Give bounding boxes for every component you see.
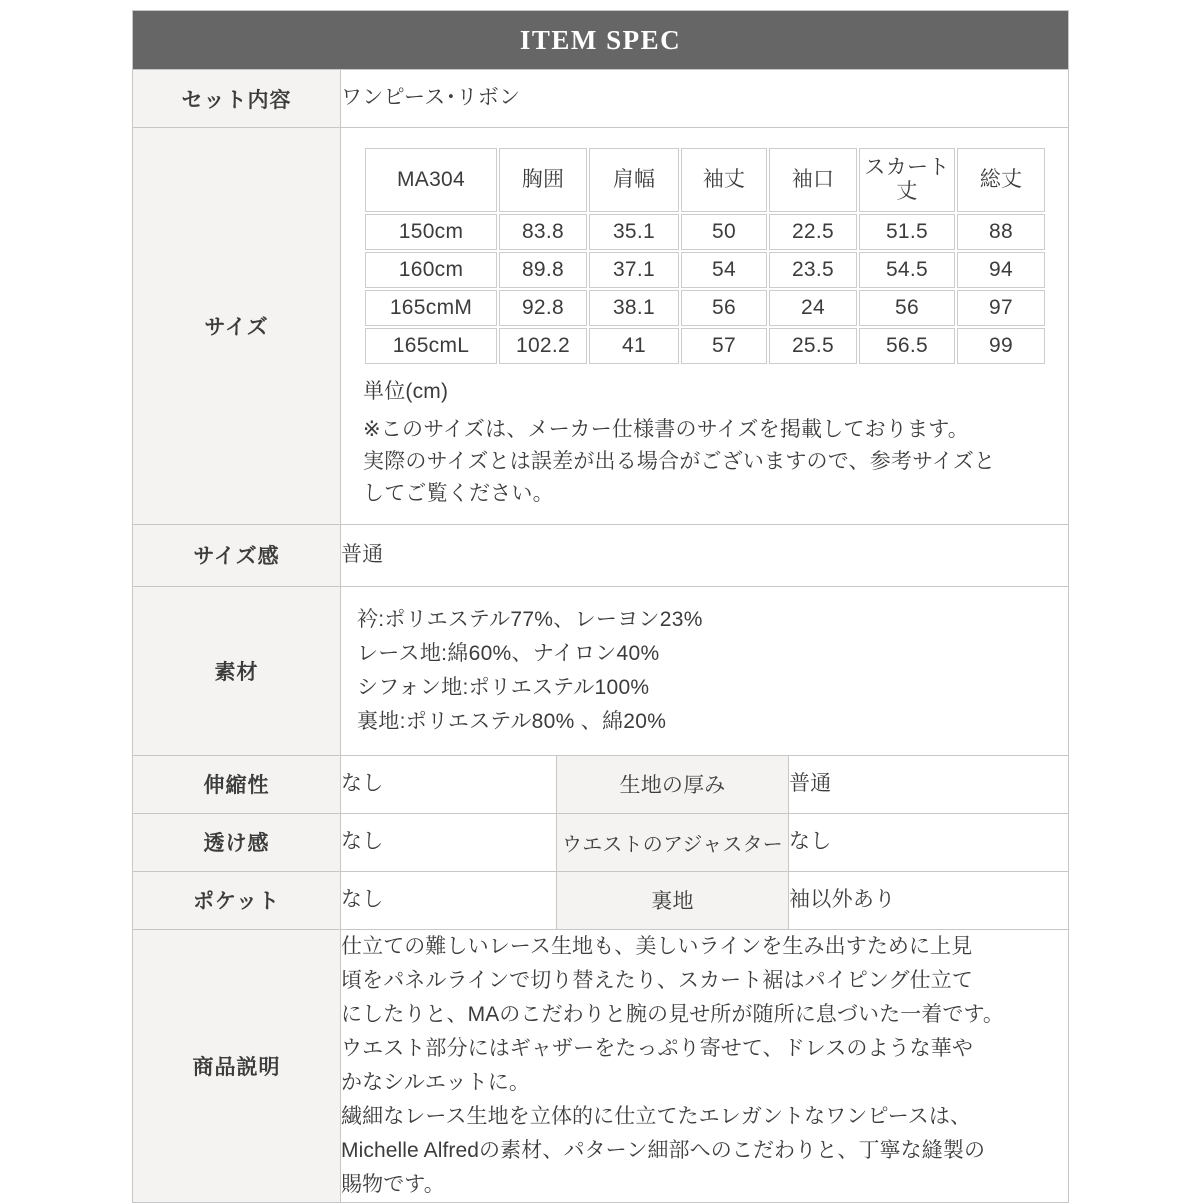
spec-header-row — [133, 11, 1069, 70]
row-value-size-feel: 普通 — [341, 524, 1069, 586]
size-col-header-shoulder: 肩幅 — [589, 148, 679, 212]
size-col-header-total-length: 総丈 — [957, 148, 1045, 212]
material-line: 衿:ポリエステル77%、レーヨン23% — [357, 607, 703, 631]
row-label-size: サイズ — [133, 128, 341, 525]
size-cell-size: 165cmM — [365, 290, 497, 326]
row-value-set-contents: ワンピース･リボン — [341, 70, 1069, 128]
size-cell-bust: 89.8 — [499, 252, 587, 288]
size-cell-total-length: 88 — [957, 214, 1045, 250]
size-cell-skirt-length: 51.5 — [859, 214, 955, 250]
description-line: 仕立ての難しいレース生地も、美しいラインを生み出すために上見 — [341, 934, 973, 958]
size-cell-total-length: 97 — [957, 290, 1045, 326]
size-cell-skirt-length: 56.5 — [859, 328, 955, 364]
row-label-stretch: 伸縮性 — [133, 755, 341, 813]
description-line: 頃をパネルラインで切り替えたり、スカート裾はパイピング仕立て — [341, 968, 973, 992]
size-cell-shoulder: 38.1 — [589, 290, 679, 326]
size-cell-sleeve-length: 54 — [681, 252, 767, 288]
row-value-stretch: なし — [341, 755, 557, 813]
row-value-sheerness: なし — [341, 813, 557, 871]
size-col-header-skirt-length: スカート丈 — [859, 148, 955, 212]
size-cell-size: 150cm — [365, 214, 497, 250]
row-label-waist-adjuster: ウエストのアジャスター — [557, 813, 789, 871]
size-cell-bust: 102.2 — [499, 328, 587, 364]
size-cell-sleeve-length: 50 — [681, 214, 767, 250]
size-cell-total-length: 99 — [957, 328, 1045, 364]
material-line: 裏地:ポリエステル80% 、綿20% — [357, 709, 667, 733]
size-col-header-sleeve-length: 袖丈 — [681, 148, 767, 212]
size-cell-total-length: 94 — [957, 252, 1045, 288]
size-note-line: ※このサイズは、メーカー仕様書のサイズを掲載しております。 — [363, 417, 969, 441]
size-block — [341, 128, 1068, 524]
description-line: 賜物です。 — [341, 1172, 445, 1196]
row-label-pocket: ポケット — [133, 871, 341, 929]
size-notes — [363, 376, 1068, 510]
table-row-stretch — [133, 755, 1069, 813]
size-cell-cuff: 23.5 — [769, 252, 857, 288]
size-cell-bust: 83.8 — [499, 214, 587, 250]
size-cell-cuff: 24 — [769, 290, 857, 326]
row-value-description — [341, 929, 1069, 1202]
table-row-pocket — [133, 871, 1069, 929]
description-line: にしたりと、MAのこだわりと腕の見せ所が随所に息づいた一着です。 — [341, 1002, 1005, 1026]
row-label-sheerness: 透け感 — [133, 813, 341, 871]
material-line: レース地:綿60%、ナイロン40% — [357, 641, 660, 665]
size-cell-sleeve-length: 56 — [681, 290, 767, 326]
size-cell-cuff: 25.5 — [769, 328, 857, 364]
row-value-waist-adjuster: なし — [789, 813, 1069, 871]
row-value-size — [341, 128, 1069, 525]
size-table-row — [365, 252, 1045, 288]
row-label-size-feel: サイズ感 — [133, 524, 341, 586]
size-col-header-cuff: 袖口 — [769, 148, 857, 212]
size-cell-size: 160cm — [365, 252, 497, 288]
size-col-header-model: MA304 — [365, 148, 497, 212]
size-table-header-row — [365, 148, 1045, 212]
description-line: Michelle Alfredの素材、パターン細部へのこだわりと、丁寧な縫製の — [341, 1138, 986, 1162]
size-cell-shoulder: 35.1 — [589, 214, 679, 250]
description-line: ウエスト部分にはギャザーをたっぷり寄せて、ドレスのような華や — [341, 1036, 973, 1060]
row-label-set-contents: セット内容 — [133, 70, 341, 128]
size-table-row — [365, 290, 1045, 326]
size-col-header-bust: 胸囲 — [499, 148, 587, 212]
row-value-pocket: なし — [341, 871, 557, 929]
table-row-sheerness — [133, 813, 1069, 871]
item-spec-table — [132, 10, 1069, 1203]
table-row-description — [133, 929, 1069, 1202]
row-value-fabric-thickness: 普通 — [789, 755, 1069, 813]
row-label-lining: 裏地 — [557, 871, 789, 929]
table-row-material — [133, 586, 1069, 755]
page-title: ITEM SPEC — [133, 11, 1069, 70]
size-cell-sleeve-length: 57 — [681, 328, 767, 364]
table-row-size — [133, 128, 1069, 525]
size-note-line: 実際のサイズとは誤差が出る場合がございますので、参考サイズと — [363, 449, 996, 473]
size-cell-skirt-length: 56 — [859, 290, 955, 326]
description-line: かなシルエットに。 — [341, 1070, 530, 1094]
size-cell-cuff: 22.5 — [769, 214, 857, 250]
table-row-set-contents — [133, 70, 1069, 128]
size-note-line: してご覧ください。 — [363, 481, 554, 505]
size-measurements-table — [363, 146, 1047, 366]
row-label-fabric-thickness: 生地の厚み — [557, 755, 789, 813]
size-unit-note: 単位(cm) — [363, 380, 449, 403]
row-value-lining: 袖以外あり — [789, 871, 1069, 929]
material-line: シフォン地:ポリエステル100% — [357, 675, 650, 699]
size-cell-skirt-length: 54.5 — [859, 252, 955, 288]
row-value-material — [341, 586, 1069, 755]
row-label-material: 素材 — [133, 586, 341, 755]
size-cell-shoulder: 41 — [589, 328, 679, 364]
size-cell-size: 165cmL — [365, 328, 497, 364]
row-label-description: 商品説明 — [133, 929, 341, 1202]
description-line: 繊細なレース生地を立体的に仕立てたエレガントなワンピースは、 — [341, 1104, 972, 1128]
size-cell-shoulder: 37.1 — [589, 252, 679, 288]
size-cell-bust: 92.8 — [499, 290, 587, 326]
table-row-size-feel — [133, 524, 1069, 586]
size-table-row — [365, 214, 1045, 250]
size-table-row — [365, 328, 1045, 364]
